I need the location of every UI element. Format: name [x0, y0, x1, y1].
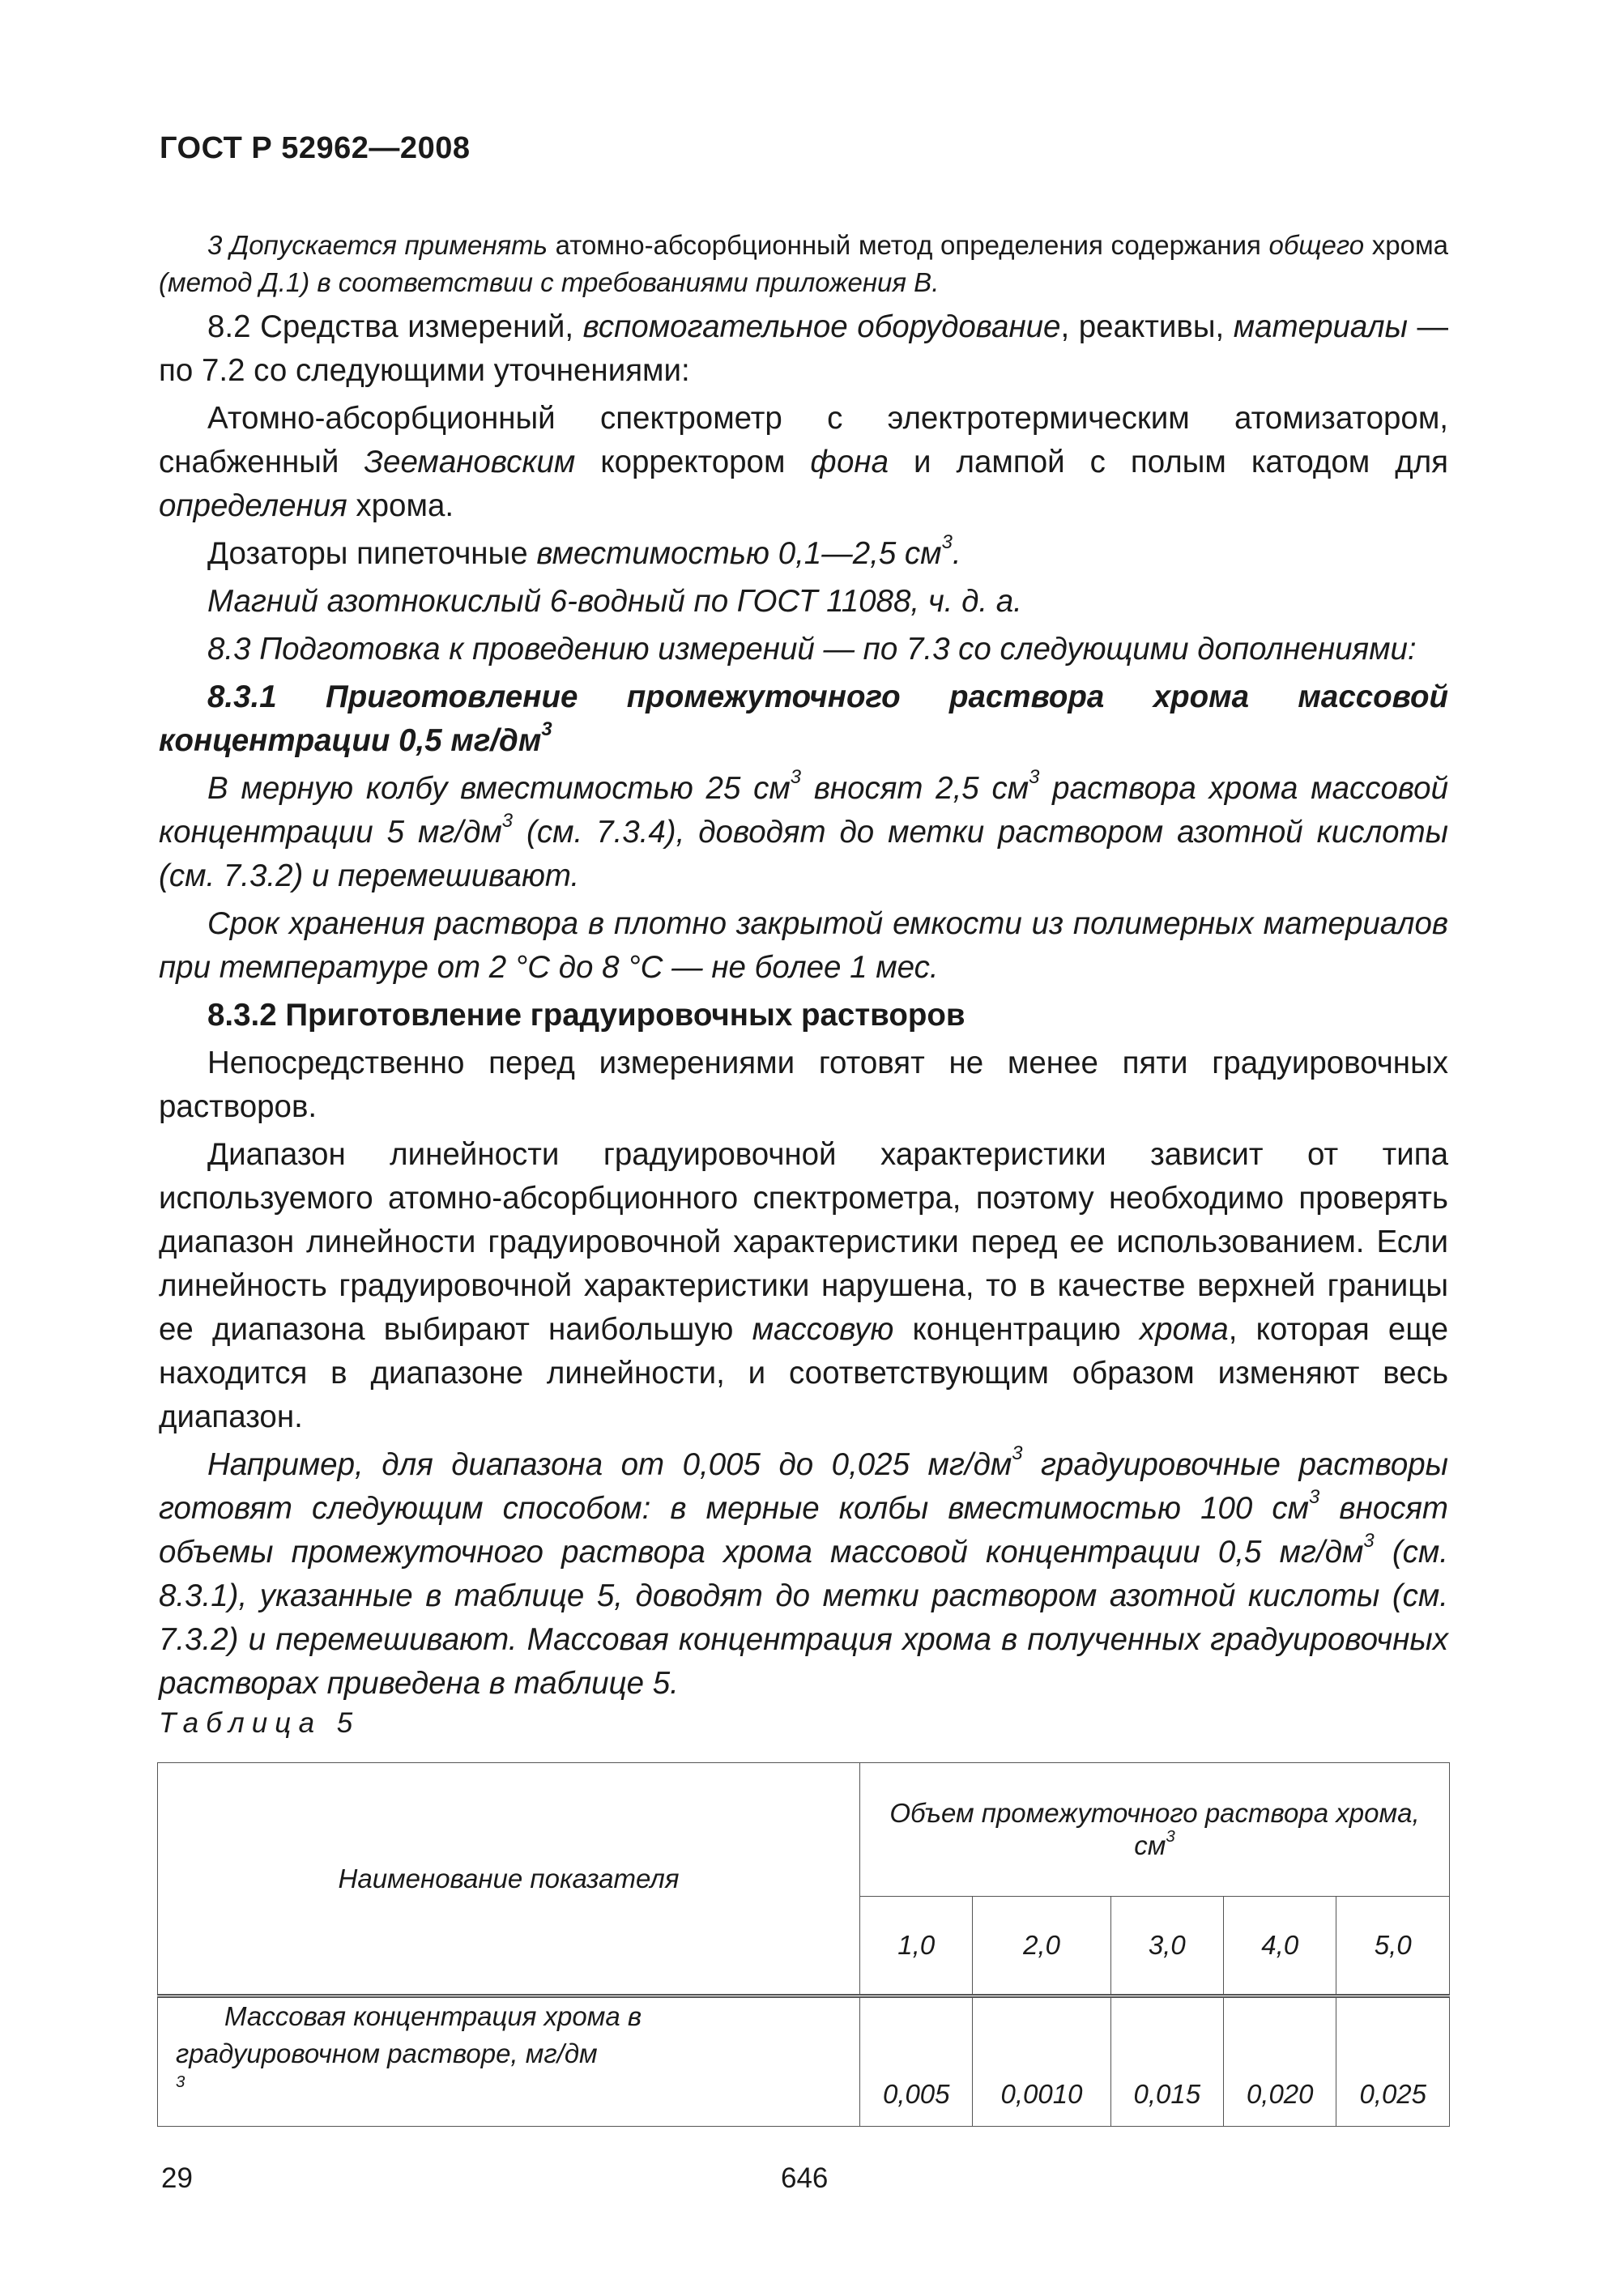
table-caption: Таблица 5 — [159, 1707, 360, 1739]
paragraph-8-3-2-b: Диапазон линейности градуировочной характеристики зависит от типа используемого атомно-абсорбционного спектрометра, поэтому необходимо проверять диапазон линейности градуировочной характеристики перед ее использованием. Если линейность градуировочной характеристики нарушена, то в качестве верхней границы ее диапазона выбирают наибольшую массовую концентрацию хрома, которая еще находится в диапазоне линейности, и соответствующим образом изменяют весь диапазон. — [159, 1137, 1448, 1434]
volume-cell: 5,0 — [1336, 1897, 1450, 1996]
document-body — [159, 227, 1448, 1710]
volume-cell: 1,0 — [860, 1897, 973, 1996]
header-indicator-name: Наименование показателя — [158, 1763, 860, 1996]
volume-cell: 2,0 — [973, 1897, 1110, 1996]
table-5 — [157, 1762, 1450, 2127]
concentration-cell: 0,020 — [1224, 1996, 1336, 2127]
paragraph-8-3: 8.3 Подготовка к проведению измерений — по 7.3 со следующими дополнениями: — [207, 632, 1417, 667]
paragraph-8-3-2-c: Например, для диапазона от 0,005 до 0,025 $мг/дм^3$ градуировочные растворы готовят следующим способом: в мерные колбы вместимостью 100 $см^3$ вносят объемы промежуточного раствора хрома массовой концентрации 0,5 $мг/дм^3$ (см. 8.3.1), указанные в таблице 5, доводят до метки раствором азотной кислоты (см. 7.3.2) и перемешивают. Массовая концентрация хрома в полученных градуировочных растворах приведена в таблице 5. — [159, 1442, 1449, 1701]
concentration-cell: 0,025 — [1336, 1996, 1450, 2127]
paragraph-magnesium: Магний азотнокислый 6-водный по ГОСТ 11088, ч. д. а. — [207, 584, 1022, 619]
paragraph-8-3-2-a: Непосредственно перед измерениями готовят не менее пяти градуировочных растворов. — [159, 1046, 1448, 1124]
section-8-3-1-title: 8.3.1 Приготовление промежуточного раствора хрома массовой концентрации 0,5 $мг/дм^3$ — [159, 679, 1448, 758]
document-header: ГОСТ Р 52962—2008 — [160, 131, 471, 165]
paragraph-8-3-1-a: В мерную колбу вместимостью 25 $см^3$ вносят 2,5 $см^3$ раствора хрома массовой концентрации 5 $мг/дм^3$ (см. 7.3.4), доводят до метки раствором азотной кислоты (см. 7.3.2) и перемешивают. — [159, 766, 1448, 893]
paragraph-8-3-1-b: Срок хранения раствора в плотно закрытой емкости из полимерных материалов при температуре от 2 °С до 8 °С — не более 1 мес. — [159, 906, 1448, 985]
note-3: 3 Допускается применять атомно-абсорбционный метод определения содержания общего хрома (метод Д.1) в соответствии с требованиями приложения В. — [159, 230, 1449, 297]
paragraph-spectrometer: Атомно-абсорбционный спектрометр с электротермическим атомизатором, снабженный Зеемановским корректором фона и лампой с полым катодом для определения хрома. — [159, 401, 1449, 523]
volume-cell: 3,0 — [1110, 1897, 1223, 1996]
concentration-cell: 0,005 — [860, 1996, 973, 2127]
paragraph-8-2: 8.2 Средства измерений, вспомогательное оборудование, реактивы, материалы — по 7.2 со следующими уточнениями: — [159, 309, 1448, 388]
volume-cell: 4,0 — [1224, 1897, 1336, 1996]
section-8-3-2-title: 8.3.2 Приготовление градуировочных растворов — [207, 998, 965, 1033]
row-label-concentration: Массовая концентрация хрома в градуировочном растворе, $мг/дм^3$ — [158, 1996, 860, 2127]
page-number: 29 — [161, 2162, 193, 2194]
sheet-number: 646 — [781, 2162, 829, 2194]
paragraph-dosers: Дозаторы пипеточные вместимостью 0,1—2,5 $см^3$. — [207, 531, 961, 571]
concentration-cell: 0,0010 — [973, 1996, 1110, 2127]
concentration-cell: 0,015 — [1110, 1996, 1223, 2127]
header-volume: Объем промежуточного раствора хрома, $см^3$ — [860, 1763, 1450, 1897]
